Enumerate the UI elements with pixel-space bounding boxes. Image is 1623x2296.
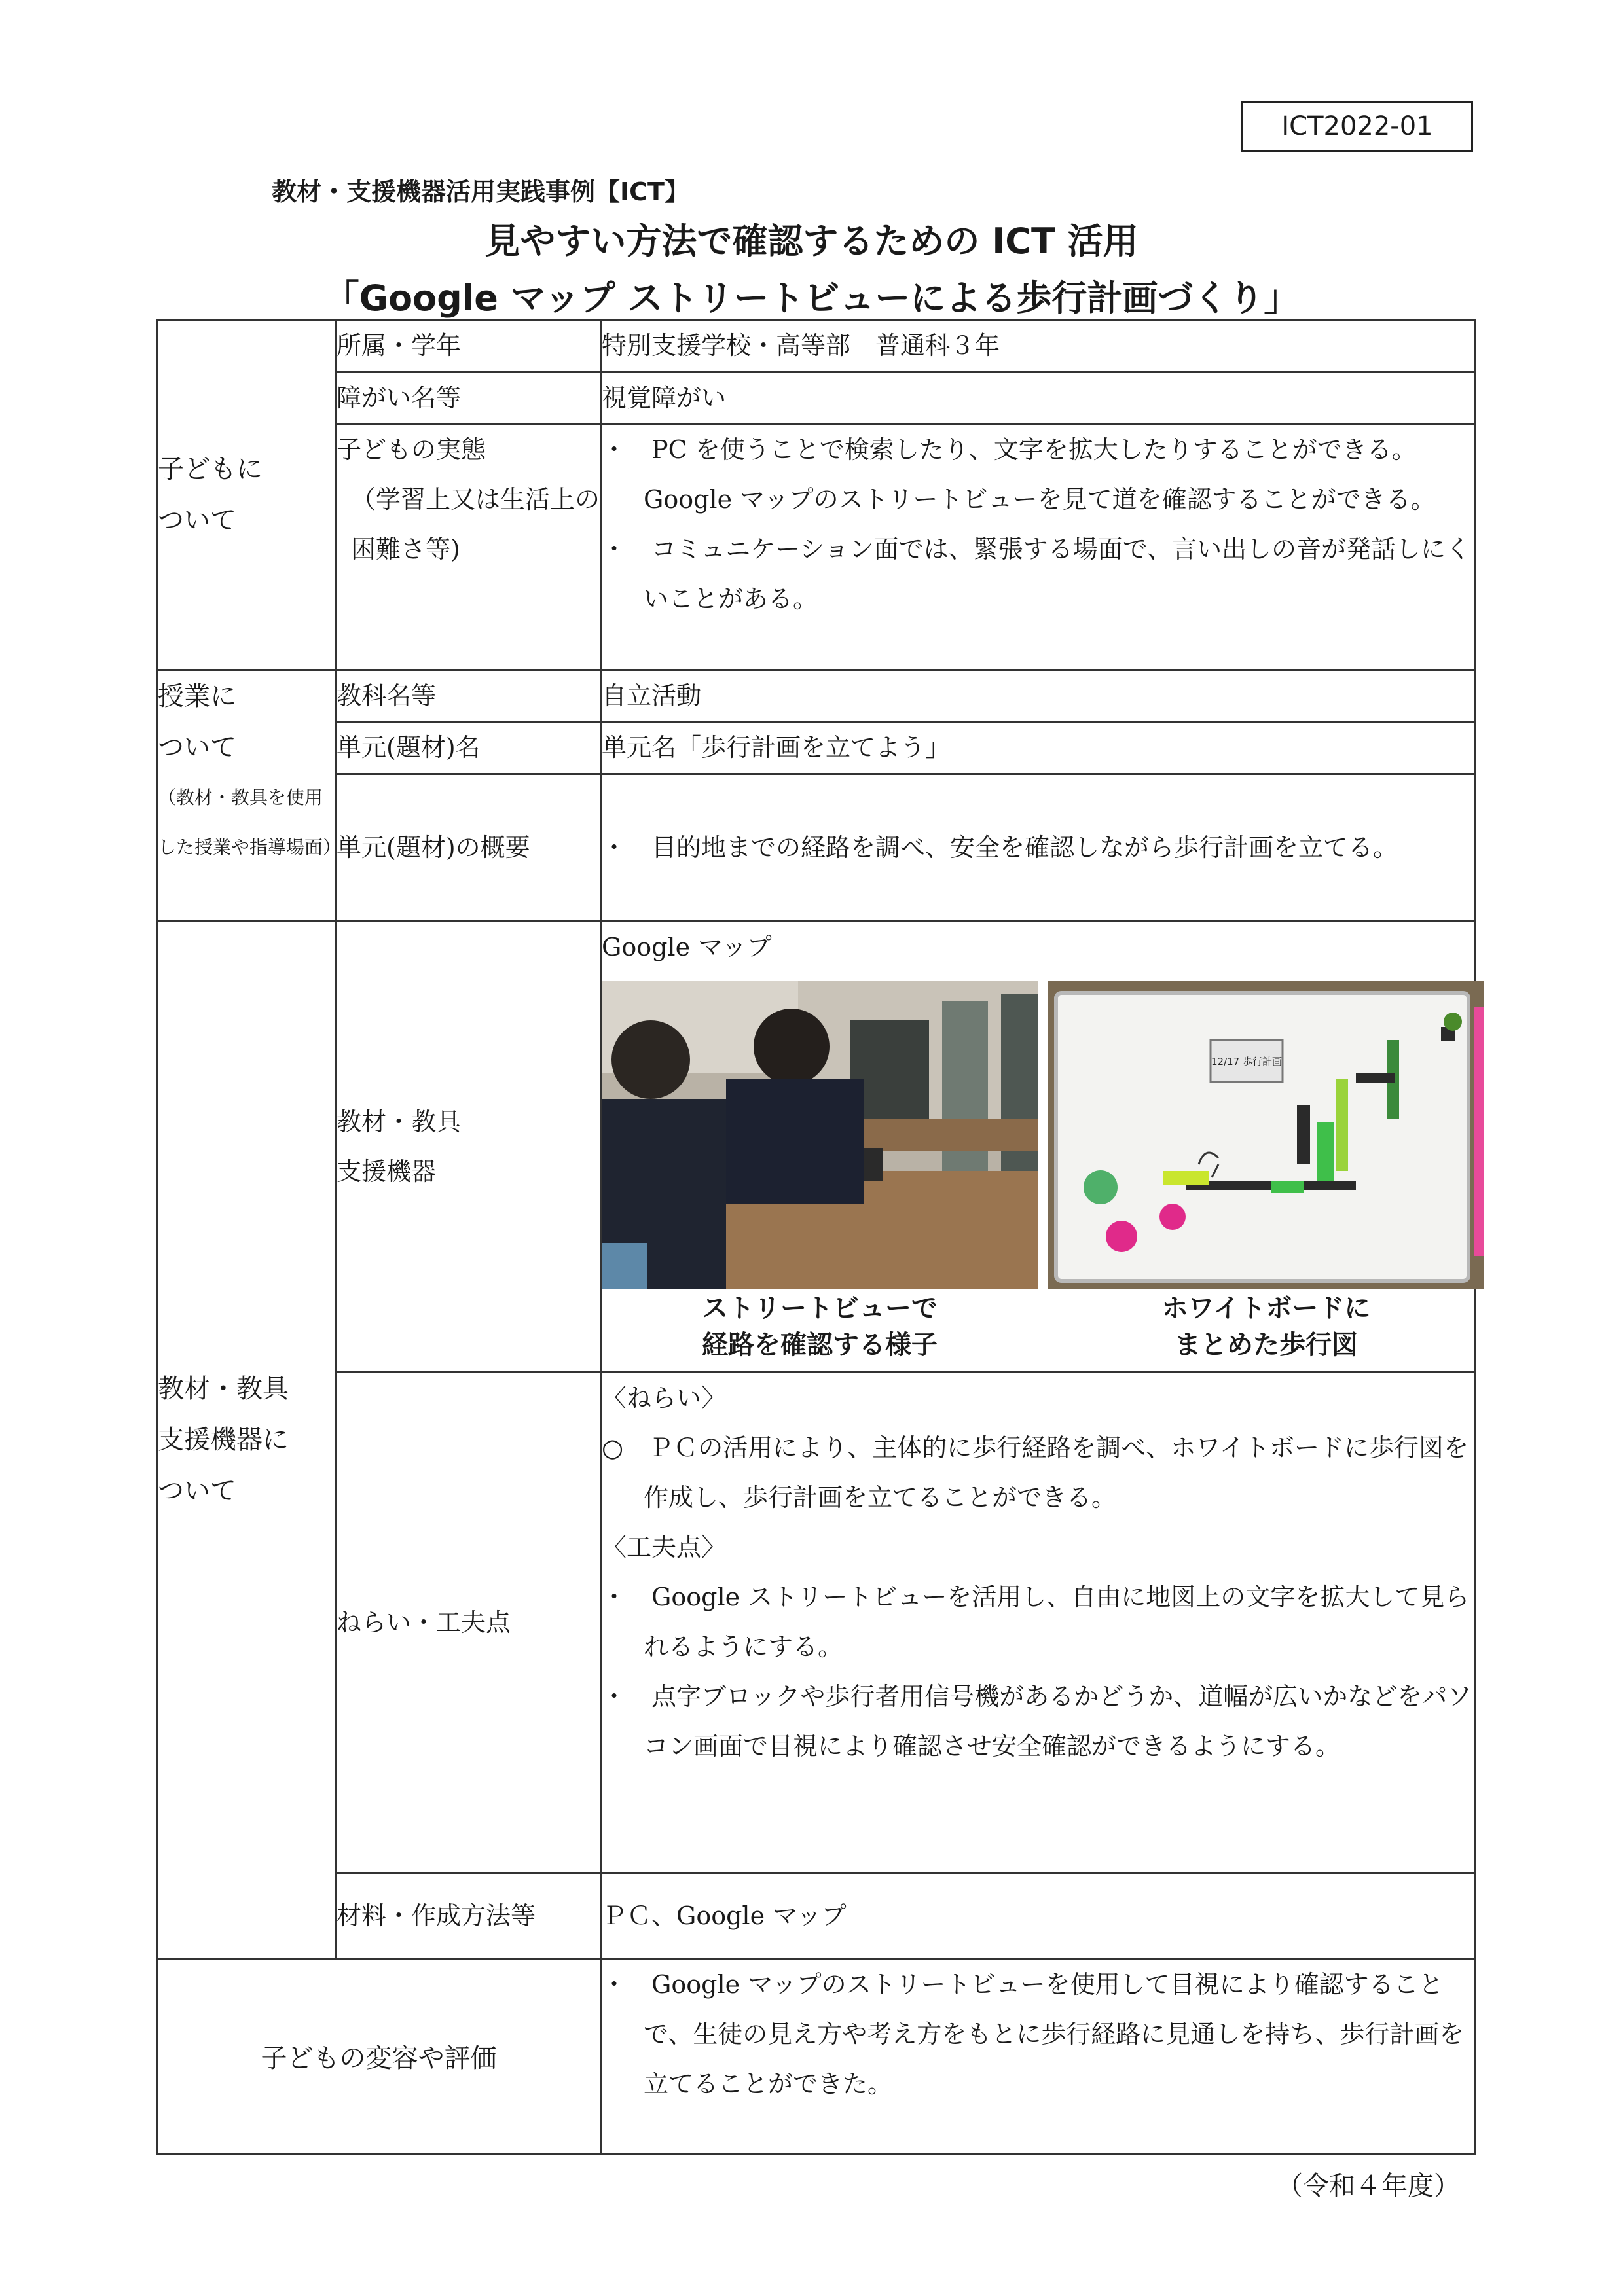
disability-label: 障がい名等 [336,372,601,424]
page-title: 見やすい方法で確認するための ICT 活用 [484,221,1139,262]
streetview-photo-illustration [602,981,1038,1289]
section-lesson-label [157,670,342,922]
unit-label: 単元(題材)名 [336,722,601,774]
case-table [156,319,1476,2155]
bullet-mark: ・ [602,1681,627,1711]
child-state-label-cell [336,424,601,670]
circle-marker: ○ [602,1433,624,1462]
bullet-mark: ・ [602,535,627,564]
tools-content [601,922,1476,1372]
bullet-mark: ・ [602,833,627,862]
idea-heading: 〈工夫点〉 [602,1532,727,1562]
era-note: （令和４年度） [1277,2171,1460,2201]
idea-item: ・ Google ストリートビューを活用し、自由に地図上の文字を拡大して見られるようにする。 [602,1582,1470,1661]
document-id: ICT2022-01 [1241,101,1473,152]
aims-content [601,1372,1476,1873]
page-subtitle: 「Google マップ ストリートビューによる歩行計画づくり」 [323,278,1300,319]
section-materials-text: 教材・教具 支援機器に ついて [158,1374,289,1507]
child-state-item: ・ コミュニケーション面では、緊張する場面で、言い出しの音が発話しにくいことがある。 [602,535,1470,614]
section-materials-label [157,922,336,1959]
tools-label-text: 教材・教具 支援機器 [337,1107,462,1186]
photo-whiteboard [1048,981,1484,1363]
evaluation-content [601,1958,1476,2154]
whiteboard-photo-illustration [1048,981,1484,1289]
aim-item: ○ ＰＣの活用により、主体的に歩行経路を調べ、ホワイトボードに歩行図を作成し、歩行計画を立てることができる。 [602,1433,1469,1512]
section-lesson-text: 授業に ついて [158,681,236,762]
overview-item: ・ 目的地までの経路を調べ、安全を確認しながら歩行計画を立てる。 [602,833,1398,862]
subject-value: 自立活動 [601,670,1476,722]
photo-streetview-caption: ストリートビューで 経路を確認する様子 [702,1293,938,1361]
child-state-label: 子どもの実態 [337,435,486,465]
photo-streetview [602,981,1038,1363]
child-state-content [601,424,1476,670]
aim-heading: 〈ねらい〉 [602,1383,727,1412]
method-value: ＰＣ、Google マップ [601,1873,1476,1959]
photo-whiteboard-caption: ホワイトボードに まとめた歩行図 [1161,1293,1371,1361]
affiliation-label: 所属・学年 [336,320,601,372]
overview-label: 単元(題材)の概要 [336,774,601,922]
tools-label [336,922,601,1372]
evaluation-label: 子どもの変容や評価 [157,1958,601,2154]
bullet-mark: ・ [602,435,627,465]
section-child-text: 子どもに ついて [158,454,263,535]
subject-label: 教科名等 [336,670,601,722]
photo-row [602,981,1474,1363]
method-label: 材料・作成方法等 [336,1873,601,1959]
overview-content [601,774,1476,922]
section-child-label [157,320,336,670]
tools-value: Google マップ [602,933,772,962]
unit-value: 単元名「歩行計画を立てよう」 [601,722,1476,774]
child-state-item: ・ PC を使うことで検索したり、文字を拡大したりすることができる。Google マップのストリートビューを見て道を確認することができる。 [602,435,1436,514]
bullet-mark: ・ [602,1969,627,1999]
section-lesson-note: （教材・教具を使用した授業や指導場面） [158,786,342,858]
aims-label: ねらい・工夫点 [336,1372,601,1873]
whiteboard-label: 12/17 歩行計画 [1211,1056,1282,1068]
disability-value: 視覚障がい [601,372,1476,424]
bullet-mark: ・ [602,1582,627,1611]
child-state-sublabel: （学習上又は生活上の困難さ等) [351,485,600,564]
document-category: 教材・支援機器活用実践事例【ICT】 [272,177,689,206]
evaluation-item: ・ Google マップのストリートビューを使用して目視により確認することで、生徒の見え方や考え方をもとに歩行経路に見通しを持ち、歩行計画を立てることができた。 [602,1969,1465,2098]
idea-item: ・ 点字ブロックや歩行者用信号機があるかどうか、道幅が広いかなどをパソコン画面で目視により確認させ安全確認ができるようにする。 [602,1681,1472,1761]
affiliation-value: 特別支援学校・高等部 普通科３年 [601,320,1476,372]
